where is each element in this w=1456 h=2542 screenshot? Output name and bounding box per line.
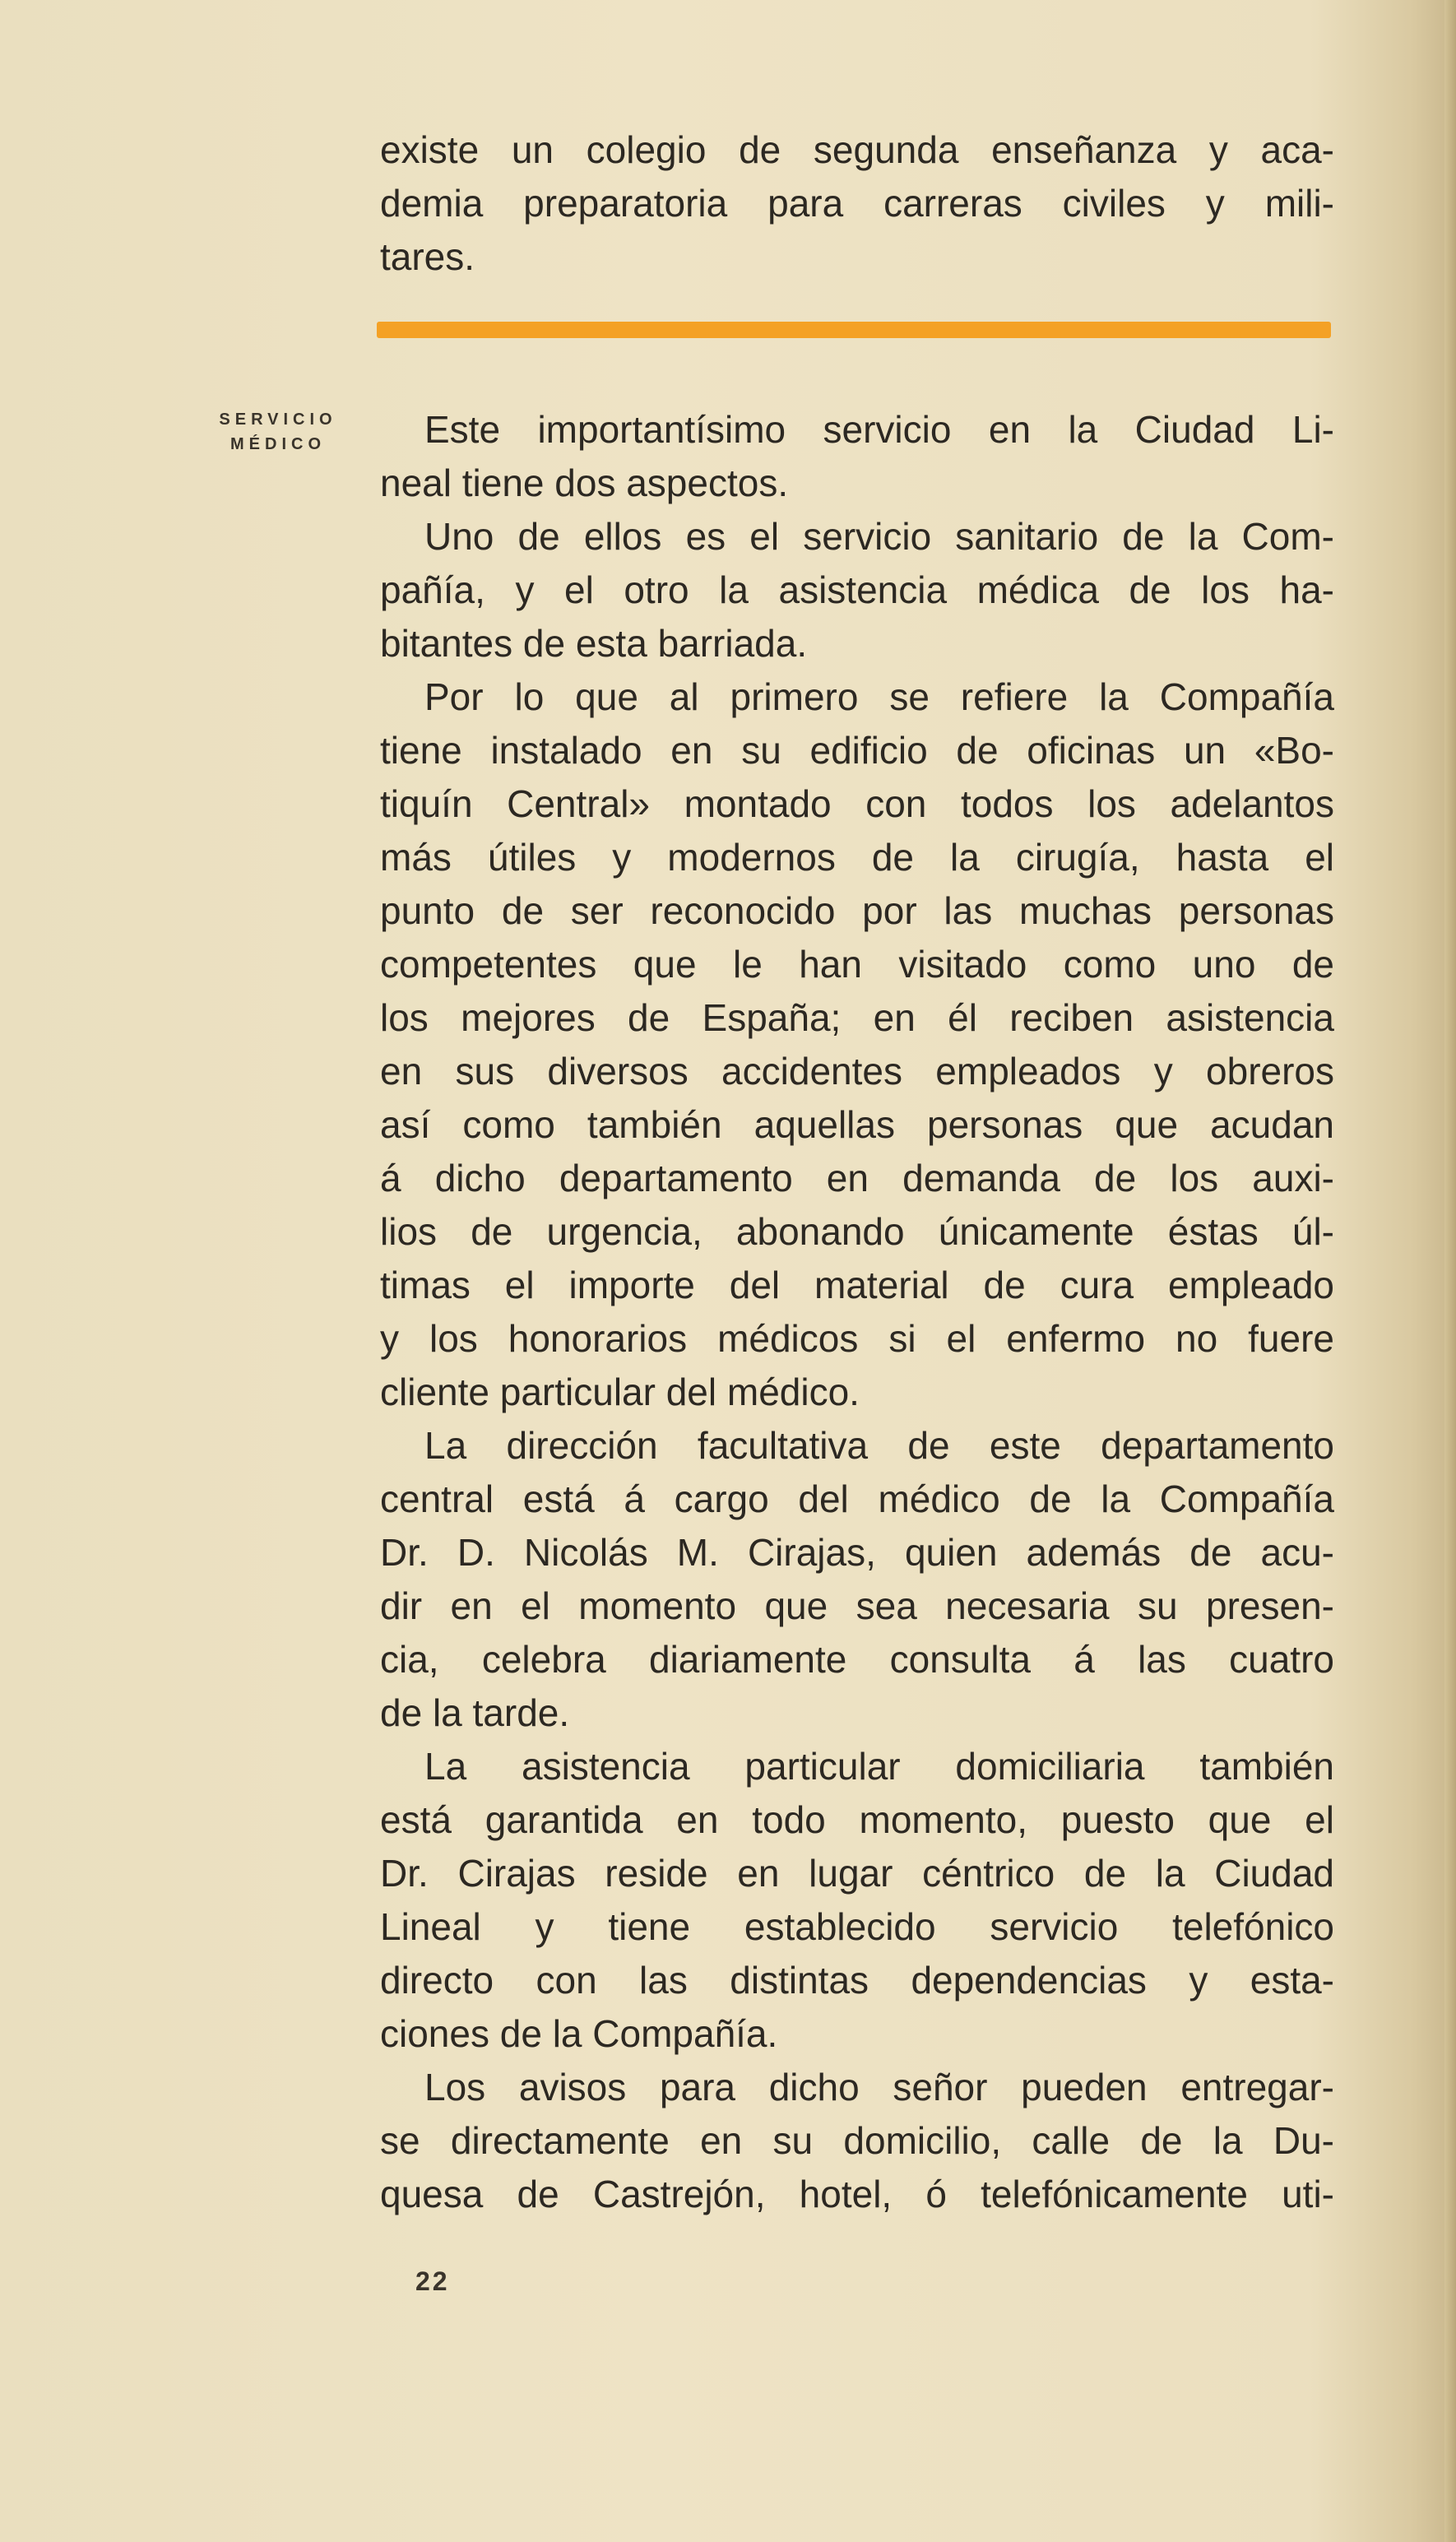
text-line: competentes que le han visitado como uno de	[380, 943, 1334, 986]
text-line: á dicho departamento en demanda de los auxi-	[380, 1157, 1334, 1199]
margin-heading	[188, 407, 369, 457]
margin-heading-line1: SERVICIO	[219, 411, 337, 429]
paragraph-first-line: Los avisos para dicho señor pueden entregar-	[424, 2066, 1334, 2108]
page-edge	[1444, 0, 1456, 2542]
text-line: pañía, y el otro la asistencia médica de los ha-	[380, 568, 1334, 611]
text-line: Lineal y tiene establecido servicio telefónico	[380, 1905, 1334, 1948]
text-line: punto de ser reconocido por las muchas personas	[380, 889, 1334, 932]
intro-paragraph	[380, 123, 1334, 284]
text-line: cliente particular del médico.	[380, 1371, 860, 1413]
text-line: lios de urgencia, abonando únicamente éstas úl-	[380, 1210, 1334, 1253]
text-line: más útiles y modernos de la cirugía, hasta el	[380, 836, 1334, 879]
text-line: Dr. Cirajas reside en lugar céntrico de la Ciudad	[380, 1852, 1334, 1895]
text-line: bitantes de esta barriada.	[380, 622, 808, 665]
text-line: tares.	[380, 235, 475, 278]
body-text	[380, 403, 1334, 2221]
text-line: los mejores de España; en él reciben asistencia	[380, 996, 1334, 1039]
text-line: así como también aquellas personas que acudan	[380, 1103, 1334, 1146]
text-line: de la tarde.	[380, 1691, 570, 1734]
text-line: cia, celebra diariamente consulta á las cuatro	[380, 1638, 1334, 1681]
text-line: y los honorarios médicos si el enfermo no fuere	[380, 1317, 1334, 1360]
paragraph-first-line: Por lo que al primero se refiere la Compañía	[424, 675, 1334, 718]
paragraph-first-line: Uno de ellos es el servicio sanitario de la Com-	[424, 515, 1334, 558]
text-line: central está á cargo del médico de la Compañía	[380, 1477, 1334, 1520]
margin-heading-line2: MÉDICO	[230, 435, 326, 453]
paragraph-first-line: La dirección facultativa de este departamento	[424, 1424, 1334, 1467]
text-line: Dr. D. Nicolás M. Cirajas, quien además de acu-	[380, 1531, 1334, 1574]
text-line: existe un colegio de segunda enseñanza y aca-	[380, 128, 1334, 171]
section-divider	[377, 322, 1331, 338]
text-line: directo con las distintas dependencias y esta-	[380, 1959, 1334, 2002]
text-line: se directamente en su domicilio, calle de la Du-	[380, 2119, 1334, 2162]
text-line: tiquín Central» montado con todos los adelantos	[380, 782, 1334, 825]
text-line: tiene instalado en su edificio de oficinas un «Bo-	[380, 729, 1334, 772]
text-line: quesa de Castrejón, hotel, ó telefónicamente uti-	[380, 2173, 1334, 2215]
text-line: ciones de la Compañía.	[380, 2012, 778, 2055]
paragraph-first-line: La asistencia particular domiciliaria también	[424, 1745, 1334, 1788]
paragraph-first-line: Este importantísimo servicio en la Ciudad Li-	[424, 408, 1334, 451]
page-number: 22	[415, 2266, 450, 2296]
text-line: dir en el momento que sea necesaria su presen-	[380, 1584, 1334, 1627]
text-line: neal tiene dos aspectos.	[380, 462, 789, 504]
text-line: demia preparatoria para carreras civiles y mili-	[380, 182, 1334, 225]
text-line: timas el importe del material de cura empleado	[380, 1264, 1334, 1306]
text-line: en sus diversos accidentes empleados y obreros	[380, 1050, 1334, 1092]
text-line: está garantida en todo momento, puesto que el	[380, 1798, 1334, 1841]
